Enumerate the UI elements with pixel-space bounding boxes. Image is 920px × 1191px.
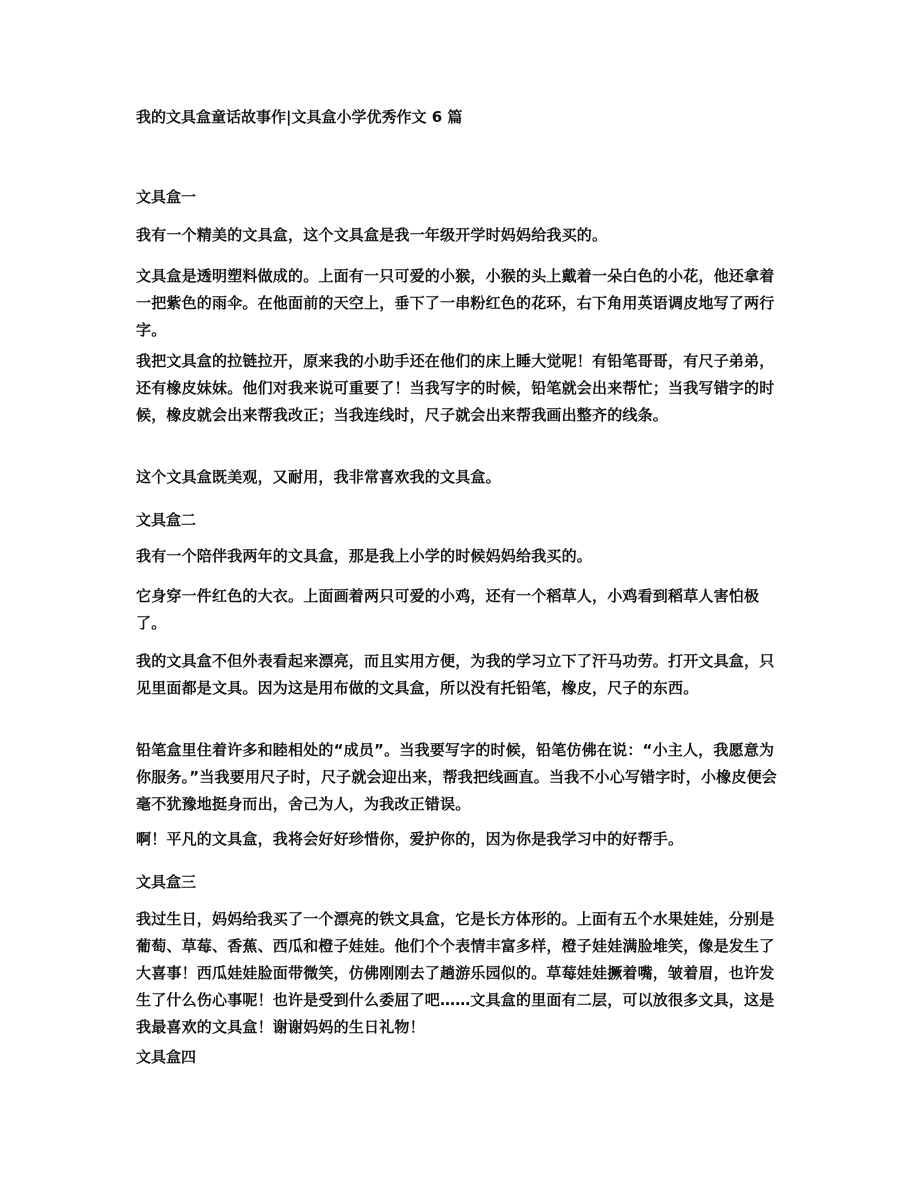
paragraph: 我有一个陪伴我两年的文具盒，那是我上小学的时候妈妈给我买的。: [136, 547, 593, 565]
paragraph: 它身穿一件红色的大衣。上面画着两只可爱的小鸡，还有一个稻草人，小鸡看到稻草人害怕极了。: [136, 587, 760, 632]
section-heading-1: 文具盒一: [136, 188, 197, 206]
section-heading-3: 文具盒三: [136, 873, 197, 891]
section-heading-2: 文具盒二: [136, 511, 197, 529]
paragraph: 我过生日，妈妈给我买了一个漂亮的铁文具盒，它是长方体形的。上面有五个水果娃娃，分别是葡萄、草莓、香蕉、西瓜和橙子娃娃。他们个个表情丰富多样，橙子娃娃满脸堆笑，像是发生了大喜事！西瓜娃娃脸面带微笑，仿佛刚刚去了趟游乐园似的。草莓娃娃撅着嘴，皱着眉，也许发生了什么伤心事呢！也许是受到什么委屈了吧……文具盒的里面有二层，可以放很多文具，这是我最喜欢的文具盒！谢谢妈妈的生日礼物！: [136, 910, 775, 1036]
paragraph: 铅笔盒里住着许多和睦相处的“成员”。当我要写字的时候，铅笔仿佛在说：“小主人，我愿意为你服务。”当我要用尺子时，尺子就会迎出来，帮我把线画直。当我不小心写错字时，小橡皮便会毫不犹豫地挺身而出，舍己为人，为我改正错误。: [136, 741, 777, 813]
paragraph: 文具盒是透明塑料做成的。上面有一只可爱的小猴，小猴的头上戴着一朵白色的小花，他还拿着一把紫色的雨伞。在他面前的天空上，垂下了一串粉红色的花环，右下角用英语调皮地写了两行字。: [136, 267, 775, 339]
section-heading-4: 文具盒四: [136, 1048, 197, 1066]
paragraph: 我有一个精美的文具盒，这个文具盒是我一年级开学时妈妈给我买的。: [136, 226, 608, 244]
paragraph: 这个文具盒既美观，又耐用，我非常喜欢我的文具盒。: [136, 468, 501, 486]
paragraph: 我把文具盒的拉链拉开，原来我的小助手还在他们的床上睡大觉呢！有铅笔哥哥，有尺子弟弟，还有橡皮妹妹。他们对我来说可重要了！当我写字的时候，铅笔就会出来帮忙；当我写错字的时候，橡皮就会出来帮我改正；当我连线时，尺子就会出来帮我画出整齐的线条。: [136, 352, 775, 424]
paragraph: 啊！平凡的文具盒，我将会好好珍惜你，爱护你的，因为你是我学习中的好帮手。: [136, 830, 684, 848]
document-title: 我的文具盒童话故事作|文具盒小学优秀作文 6 篇: [136, 108, 463, 126]
paragraph: 我的文具盒不但外表看起来漂亮，而且实用方便，为我的学习立下了汗马功劳。打开文具盒，只见里面都是文具。因为这是用布做的文具盒，所以没有托铅笔，橡皮，尺子的东西。: [136, 652, 775, 697]
